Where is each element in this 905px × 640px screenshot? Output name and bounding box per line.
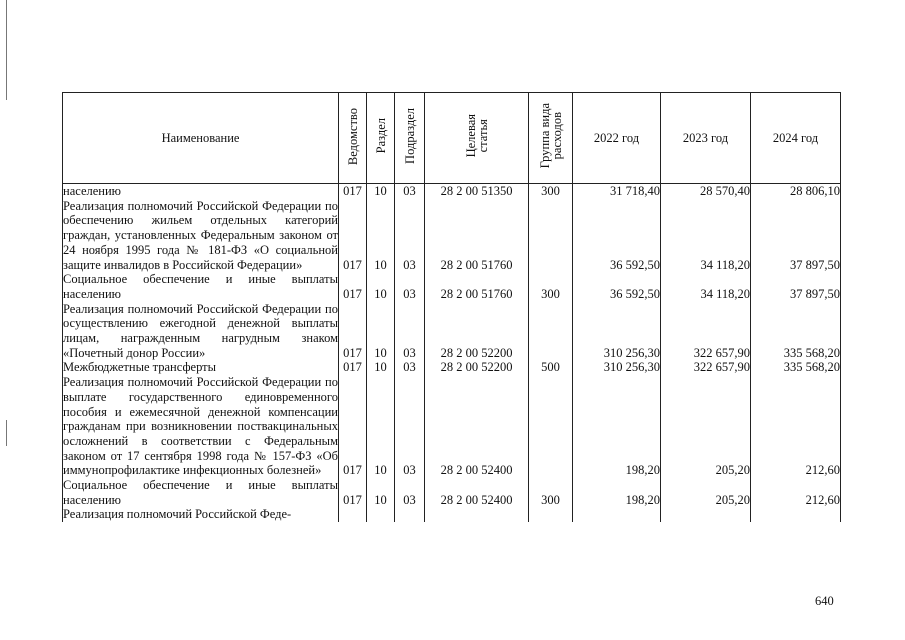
table-body: [63, 184, 841, 523]
cell-vedomstvo: 017: [339, 302, 367, 361]
table-row: [63, 184, 841, 199]
table-row: [63, 360, 841, 375]
cell-vedomstvo: 017: [339, 375, 367, 478]
cell-2022: 36 592,50: [573, 199, 661, 273]
header-tselevaya-statya: Целевая статья: [425, 93, 529, 184]
cell-podrazdel: 03: [395, 302, 425, 361]
table-header-row: [63, 93, 841, 184]
cell-tselevaya-statya: 28 2 00 52400: [425, 478, 529, 507]
cell-2023: 205,20: [661, 478, 751, 507]
table-row: [63, 478, 841, 507]
cell-tselevaya-statya: 28 2 00 52200: [425, 360, 529, 375]
cell-name: Реализация полномочий Российской Феде-: [63, 507, 339, 522]
cell-razdel: 10: [367, 302, 395, 361]
cell-2022: 31 718,40: [573, 184, 661, 199]
cell-name: Реализация полномочий Российской Федерации по выплате государственного единовременного пособия и ежемесячной денежной компенсации гражданам при возникновении поствакцинальных осложнений в соответствии с Федеральным законом от 17 сентября 1998 года № 157-ФЗ «Об иммунопрофилактике инфекционных болезней»: [63, 375, 338, 478]
header-vedomstvo: Ведомство: [339, 93, 367, 184]
cell-2022: 310 256,30: [573, 302, 661, 361]
cell-razdel: 10: [367, 478, 395, 507]
cell-gruppa: [529, 375, 573, 478]
cell-tselevaya-statya: 28 2 00 52200: [425, 302, 529, 361]
cell-vedomstvo: 017: [339, 272, 367, 301]
cell-2023: 28 570,40: [661, 184, 751, 199]
cell-razdel: [367, 507, 395, 522]
cell-razdel: 10: [367, 375, 395, 478]
cell-podrazdel: 03: [395, 478, 425, 507]
cell-gruppa: [529, 507, 573, 522]
cell-podrazdel: 03: [395, 375, 425, 478]
cell-gruppa: [529, 199, 573, 273]
page-number: 640: [815, 594, 834, 608]
cell-2024: 335 568,20: [751, 302, 841, 361]
cell-gruppa: 300: [529, 272, 573, 301]
cell-name: Реализация полномочий Российской Федерации по осуществлению ежегодной денежной выплаты лицам, награжденным нагрудным знаком «Почетный донор России»: [63, 301, 338, 360]
cell-podrazdel: 03: [395, 184, 425, 199]
cell-2022: [573, 507, 661, 522]
cell-gruppa: 500: [529, 360, 573, 375]
table-row: [63, 302, 841, 361]
cell-2023: 322 657,90: [661, 360, 751, 375]
cell-tselevaya-statya: 28 2 00 51350: [425, 184, 529, 199]
cell-tselevaya-statya: 28 2 00 51760: [425, 272, 529, 301]
cell-2023: 34 118,20: [661, 272, 751, 301]
cell-razdel: 10: [367, 199, 395, 273]
cell-2024: [751, 507, 841, 522]
header-gruppa-vida-raskhodov: Группа вида расходов: [529, 93, 573, 184]
cell-vedomstvo: 017: [339, 184, 367, 199]
margin-line: [6, 0, 7, 100]
cell-tselevaya-statya: [425, 507, 529, 522]
header-razdel: Раздел: [367, 93, 395, 184]
table-row: [63, 272, 841, 301]
cell-vedomstvo: 017: [339, 199, 367, 273]
header-year-2023: 2023 год: [661, 93, 751, 184]
cell-2022: 198,20: [573, 375, 661, 478]
cell-name: Социальное обеспечение и иные выплаты населению: [63, 272, 338, 301]
table-row: [63, 375, 841, 478]
cell-vedomstvo: 017: [339, 478, 367, 507]
cell-gruppa: 300: [529, 184, 573, 199]
table-row: [63, 199, 841, 273]
cell-podrazdel: 03: [395, 199, 425, 273]
cell-2024: 212,60: [751, 375, 841, 478]
cell-2022: 198,20: [573, 478, 661, 507]
cell-gruppa: 300: [529, 478, 573, 507]
cell-name: Межбюджетные трансферты: [63, 360, 339, 375]
cell-vedomstvo: [339, 507, 367, 522]
cell-razdel: 10: [367, 184, 395, 199]
budget-table: [62, 92, 841, 522]
cell-name: Социальное обеспечение и иные выплаты населению: [63, 478, 338, 507]
cell-tselevaya-statya: 28 2 00 52400: [425, 375, 529, 478]
cell-2023: 205,20: [661, 375, 751, 478]
cell-gruppa: [529, 302, 573, 361]
cell-2023: [661, 507, 751, 522]
header-name: Наименование: [63, 93, 339, 184]
cell-2022: 36 592,50: [573, 272, 661, 301]
margin-line: [6, 420, 7, 446]
cell-tselevaya-statya: 28 2 00 51760: [425, 199, 529, 273]
cell-2023: 322 657,90: [661, 302, 751, 361]
cell-2024: 212,60: [751, 478, 841, 507]
header-year-2022: 2022 год: [573, 93, 661, 184]
cell-2024: 37 897,50: [751, 272, 841, 301]
cell-2024: 37 897,50: [751, 199, 841, 273]
cell-razdel: 10: [367, 272, 395, 301]
cell-vedomstvo: 017: [339, 360, 367, 375]
cell-podrazdel: 03: [395, 360, 425, 375]
cell-2022: 310 256,30: [573, 360, 661, 375]
cell-2024: 28 806,10: [751, 184, 841, 199]
header-year-2024: 2024 год: [751, 93, 841, 184]
cell-2024: 335 568,20: [751, 360, 841, 375]
cell-2023: 34 118,20: [661, 199, 751, 273]
cell-podrazdel: [395, 507, 425, 522]
table-row: [63, 507, 841, 522]
cell-name: населению: [63, 184, 339, 199]
cell-razdel: 10: [367, 360, 395, 375]
cell-name: Реализация полномочий Российской Федерации по обеспечению жильем отдельных категорий граждан, установленных Федеральным законом от 24 ноября 1995 года № 181-ФЗ «О социальной защите инвалидов в Российской Федерации»: [63, 198, 338, 272]
cell-podrazdel: 03: [395, 272, 425, 301]
header-podrazdel: Подраздел: [395, 93, 425, 184]
